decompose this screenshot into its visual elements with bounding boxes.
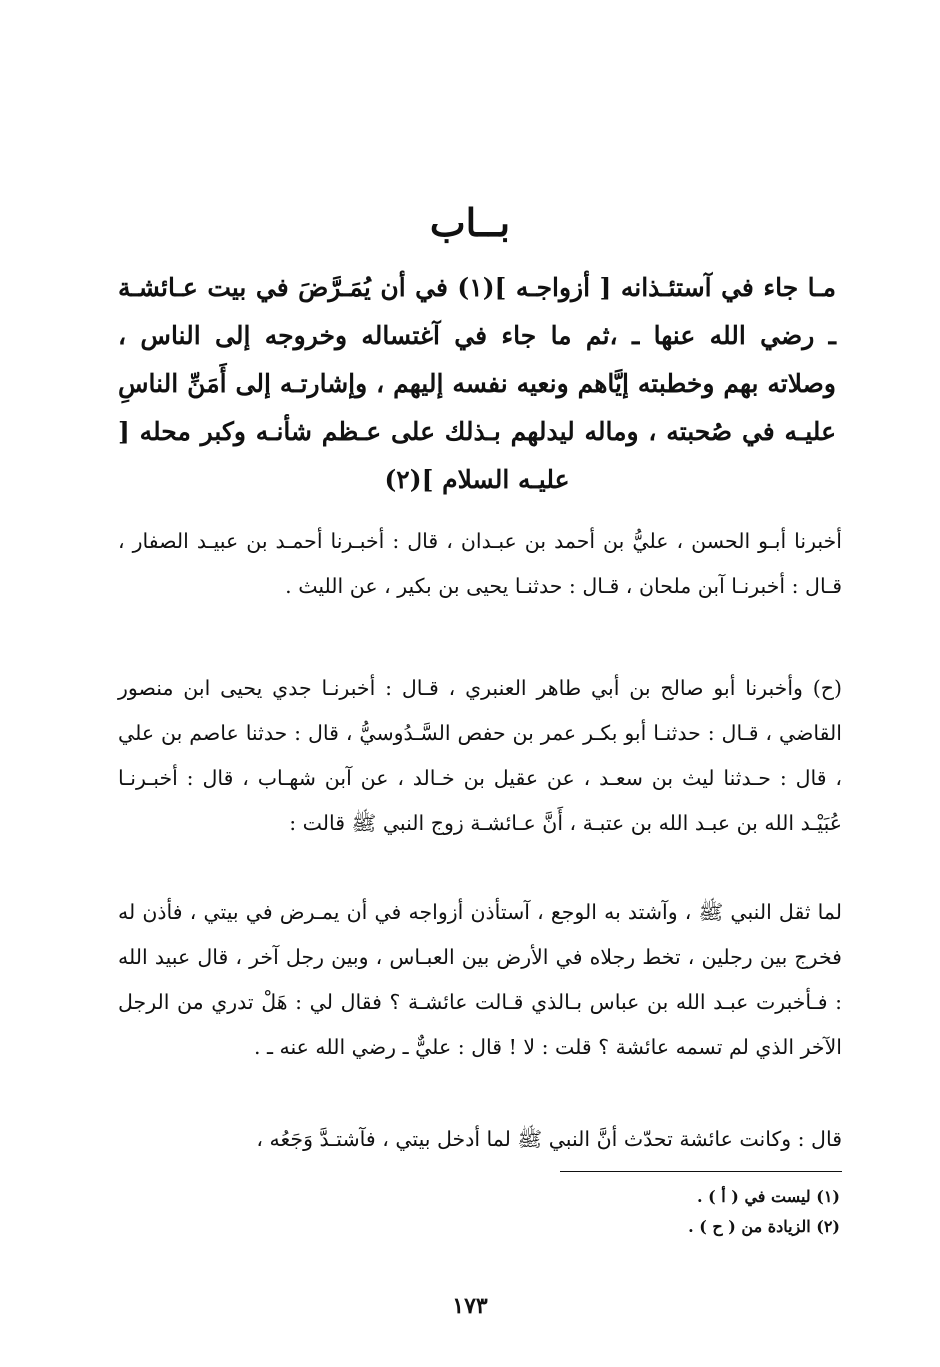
page-number: ١٧٣ (452, 1293, 488, 1319)
chapter-title: بــاب (429, 200, 511, 245)
paragraph: لما ثقل النبي ﷺ ، وآشتد به الوجع ، آستأذن أزواجه في أن يمـرض في بيتي ، فأذن له فخرج بين رجلين ، تخط رجلاه في الأرض بين العبـاس ، وبين رجل آخر ، قال عبيد الله : فـأخبرت عبـد الله بن عباس بـالذي قـالت عائشـة ؟ فقال لي : هَلْ تدري من الرجل الآخر الذي لم تسمه عائشة ؟ قلت : لا ! قال : عليٌّ ـ رضي الله عنه ـ . (118, 900, 842, 1059)
paragraph: أخبرنا أبـو الحسن ، عليُّ بن أحمد بن عبـدان ، قال : أخبـرنا أحمـد بن عبيـد الصفار ، قـال : أخبرنـا آبن ملحان ، قـال : حدثنـا يحيى بن بكير ، عن الليث . (118, 529, 842, 598)
paragraph: قال : وكانت عائشة تحدّث أنَّ النبي ﷺ لما أدخل بيتي ، فآشتـدَّ وَجَعُه ، (256, 1127, 842, 1151)
footnotes (500, 1182, 840, 1242)
footnote: (٢) الزيادة من ( ح ) . (688, 1217, 840, 1236)
paragraph: (ح) وأخبرنا أبو صالح بن أبي طاهر العنبري ، قـال : أخبرنـا جدي يحيى ابن منصور القاضي ، قـال : حدثنـا أبو بكـر عمر بن حفص السَّـدُوسيُّ ، قال : حدثنا عاصم بن علي ، قال : حـدثنا ليث بن سعـد ، عن عقيل بن خـالد ، عن آبن شهـاب ، قال : أخبـرنـا عُبَيْـد الله بن عبـد الله بن عتبـة ، أَنَّ عـائشـة زوج النبي ﷺ قالت : (118, 676, 842, 835)
chapter-heading: مـا جاء في آستئـذانه [ أزواجـه ](١) في أن يُمَـرَّضَ في بيت عـائشـة ـ رضي الله عنها ـ ،ثم ما جاء في آغتساله وخروجه إلى الناس ، وصلاته بهم وخطبته إيَّاهم ونعيه نفسه إليهم ، وإشارتـه إلى أَمَنِّ الناسِ عليـه في صُحبته ، وماله ليدلهم بـذلك على عـظم شأنـه وكبر محله [ عليـه السلام ](٢) (118, 273, 836, 494)
footnote: (١) ليست في ( أ ) . (697, 1187, 840, 1206)
footnote-divider (560, 1171, 842, 1172)
